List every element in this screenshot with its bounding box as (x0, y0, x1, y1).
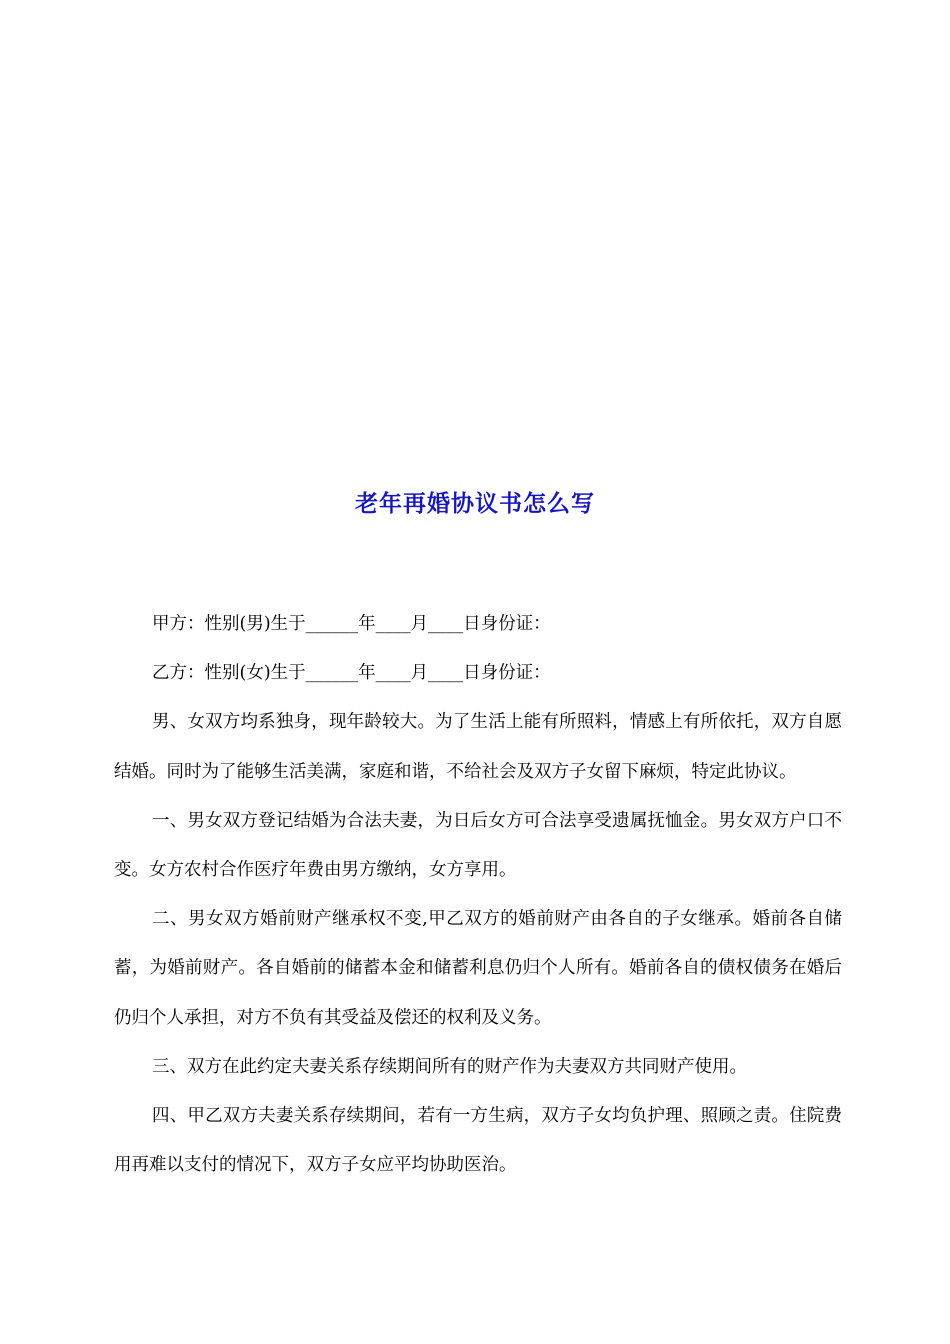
party-b-line: 乙方：性别(女)生于______年____月____日身份证： (152, 663, 551, 684)
document-body (114, 600, 842, 1190)
document-title: 老年再婚协议书怎么写 (355, 491, 595, 517)
clause-1: 一、男女双方登记结婚为合法夫妻，为日后女方可合法享受遗属抚恤金。男女双方户口不变。女方农村合作医疗年费由男方缴纳，女方享用。 (114, 810, 842, 881)
party-a-line: 甲方：性别(男)生于______年____月____日身份证： (152, 614, 551, 634)
clause-2: 二、男女双方婚前财产继承权不变,甲乙双方的婚前财产由各自的子女继承。婚前各自储蓄，为婚前财产。各自婚前的储蓄本金和储蓄利息仍归个人所有。婚前各自的债权债务在婚后仍归个人承担，对方不负有其受益及偿还的权利及义务。 (114, 909, 842, 1028)
clause-4: 四、甲乙双方夫妻关系存续期间，若有一方生病，双方子女均负护理、照顾之责。住院费用再难以支付的情况下，双方子女应平均协助医治。 (114, 1106, 842, 1176)
clause-3: 三、双方在此约定夫妻关系存续期间所有的财产作为夫妻双方共同财产使用。 (152, 1056, 747, 1077)
intro-paragraph: 男、女双方均系独身，现年龄较大。为了生活上能有所照料，情感上有所依托，双方自愿结婚。同时为了能够生活美满，家庭和谐，不给社会及双方子女留下麻烦，特定此协议。 (114, 712, 842, 782)
